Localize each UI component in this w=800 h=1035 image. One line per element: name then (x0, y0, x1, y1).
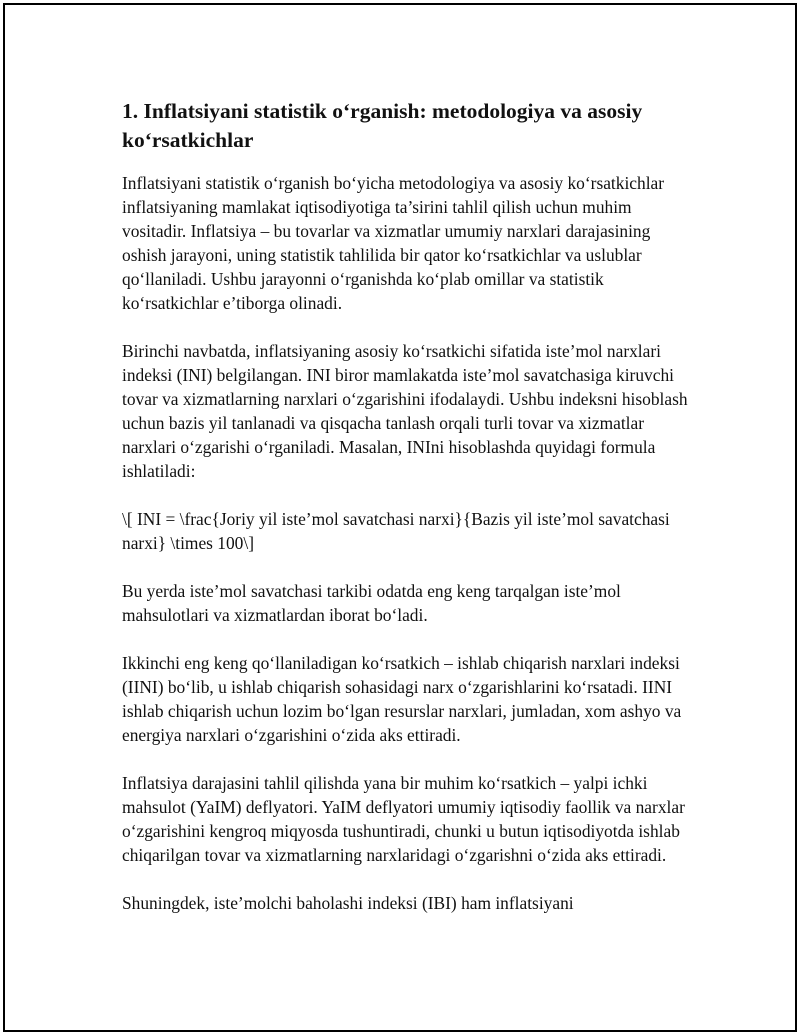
paragraph-ppi: Ikkinchi eng keng qo‘llaniladigan ko‘rsatkich – ishlab chiqarish narxlari indeksi (IINI) bo‘lib, u ishlab chiqarish sohasidagi narx o‘zgarishlarini ko‘rsatadi. IINI ishlab chiqarish uchun lozim bo‘lgan resurslar narxlari, jumladan, xom ashyo va energiya narxlari o‘zgarishini o‘zida aks ettiradi. (122, 653, 682, 745)
page-frame (3, 3, 797, 1032)
formula-cpi: \[ INI = \frac{Joriy yil iste’mol savatchasi narxi}{Bazis yil iste’mol savatchasi narxi} \times 100\] (122, 509, 670, 553)
section-heading: 1. Inflatsiyani statistik o‘rganish: metodologiya va asosiy ko‘rsatkichlar (122, 99, 643, 152)
paragraph-basket: Bu yerda iste’mol savatchasi tarkibi odatda eng keng tarqalgan iste’mol mahsulotlari va xizmatlardan iborat bo‘ladi. (122, 581, 621, 625)
document-body (122, 97, 692, 939)
paragraph-gdp-deflator: Inflatsiya darajasini tahlil qilishda yana bir muhim ko‘rsatkich – yalpi ichki mahsulot (YaIM) deflyatori. YaIM deflyatori umumiy iqtisodiy faollik va narxlar o‘zgarishini kengroq miqyosda tushuntiradi, chunki u butun iqtisodiyotda ishlab chiqarilgan tovar va xizmatlarning narxlaridagi o‘zgarishni o‘zida aks ettiradi. (122, 773, 685, 865)
paragraph-ibi: Shuningdek, iste’molchi baholashi indeksi (IBI) ham inflatsiyani (122, 893, 574, 913)
paragraph-intro: Inflatsiyani statistik o‘rganish bo‘yicha metodologiya va asosiy ko‘rsatkichlar inflatsiyaning mamlakat iqtisodiyotiga ta’sirini tahlil qilish uchun muhim vositadir. Inflatsiya – bu tovarlar va xizmatlar umumiy narxlari darajasining oshish jarayoni, uning statistik tahlilida bir qator ko‘rsatkichlar va uslublar qo‘llaniladi. Ushbu jarayonni o‘rganishda ko‘plab omillar va statistik ko‘rsatkichlar e’tiborga olinadi. (122, 173, 665, 313)
paragraph-cpi: Birinchi navbatda, inflatsiyaning asosiy ko‘rsatkichi sifatida iste’mol narxlari indeksi (INI) belgilangan. INI biror mamlakatda iste’mol savatchasiga kiruvchi tovar va xizmatlarning narxlari o‘zgarishini ifodalaydi. Ushbu indeksni hisoblash uchun bazis yil tanlanadi va qisqacha tanlash orqali turli tovar va xizmatlar narxlari o‘zgarishi o‘rganiladi. Masalan, INIni hisoblashda quyidagi formula ishlatiladi: (122, 341, 688, 481)
